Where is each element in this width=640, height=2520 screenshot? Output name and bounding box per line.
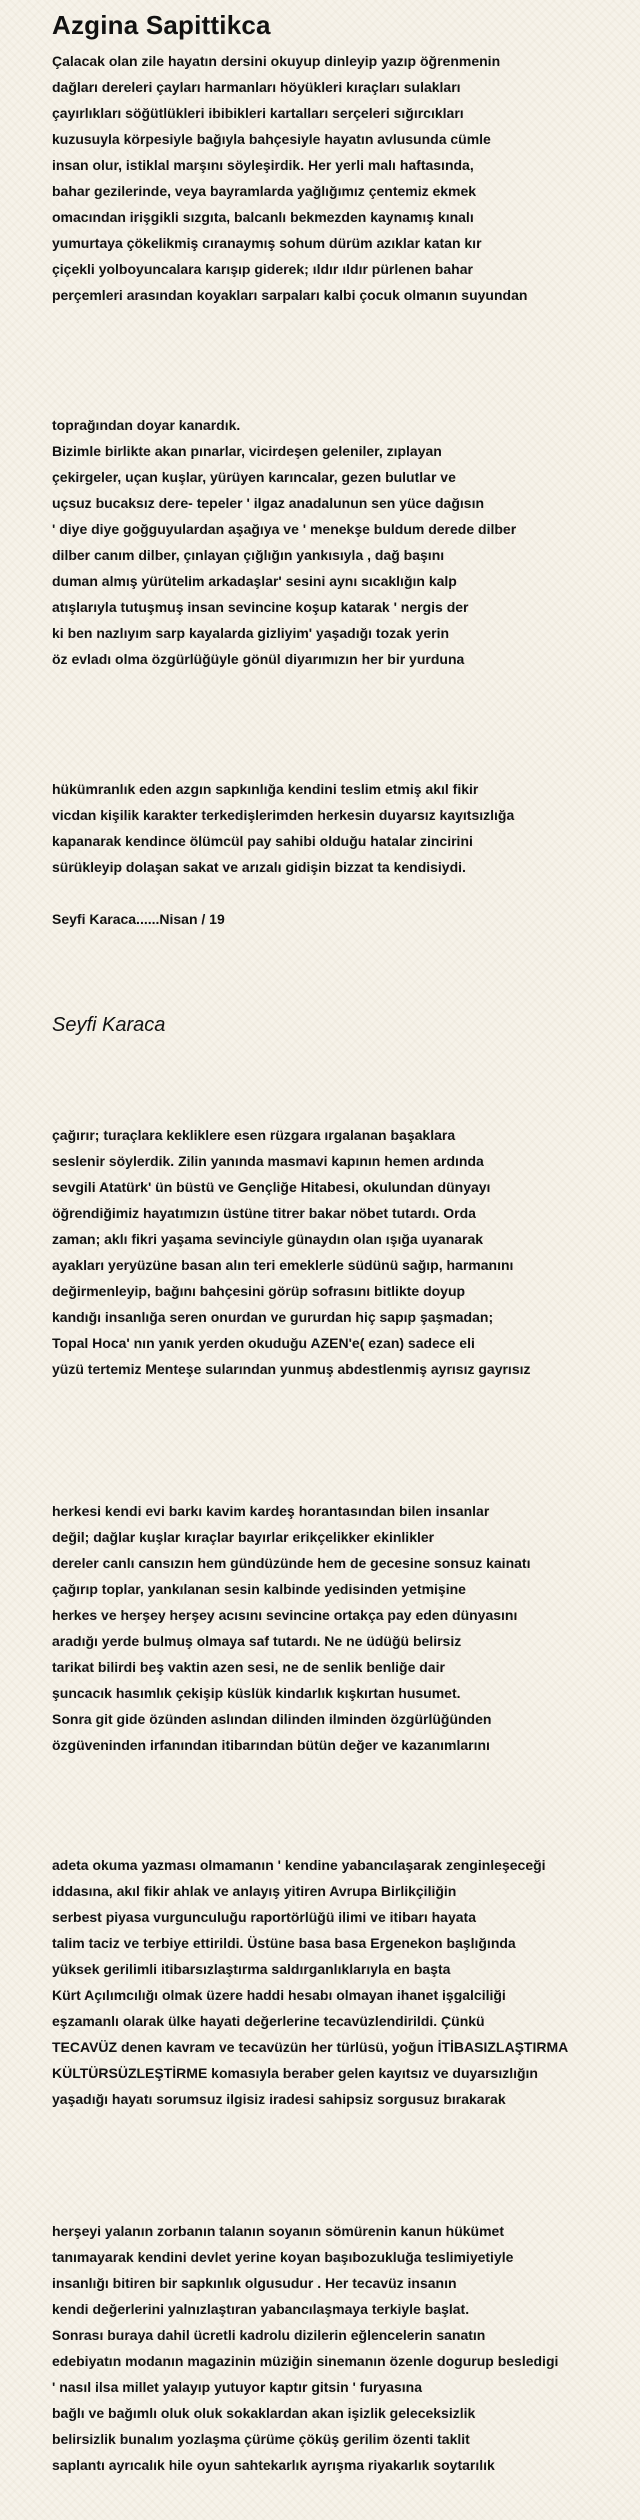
paragraph-line: Topal Hoca' nın yanık yerden okuduğu AZEN'e( ezan) sadece eli [52,1335,475,1351]
paragraph-line: ' diye diye goğguyulardan aşağıya ve ' menekşe buldum derede dilber [52,521,517,537]
paragraph-line: bahar gezilerinde, veya bayramlarda yağlığımız çentemiz ekmek [52,183,477,199]
paragraph-line: Çalacak olan zile hayatın dersini okuyup dinleyip yazıp öğrenmenin [52,53,501,69]
paragraph-line: insan olur, istiklal marşını söyleşirdik. Her yerli malı haftasında, [52,157,474,173]
paragraph-line: çağırıp toplar, yankılanan sesin kalbinde yedisinden yetmişine [52,1581,466,1597]
paragraph-line: uçsuz bucaksız dere- tepeler ' ilgaz anadalunun sen yüce dağısın [52,495,485,511]
paragraph-line: yaşadığı hayatı sorumsuz ilgisiz iradesi sahipsiz sorgusuz bırakarak [52,2091,506,2107]
paragraph-line: ' nasıl ilsa millet yalayıp yutuyor kaptır gitsin ' furyasına [52,2379,423,2395]
paragraph-line [52,880,514,906]
author-signature: Seyfi Karaca [52,1014,166,1036]
paragraph-line: sevgili Atatürk' ün büstü ve Gençliğe Hitabesi, okulundan dünyayı [52,1179,491,1195]
paragraph-line: Seyfi Karaca......Nisan / 19 [52,911,225,927]
paragraph-line: KÜLTÜRSÜZLEŞTİRME komasıyla beraber gelen kayıtsız ve duyarsızlığın [52,2065,538,2081]
paragraph-line: eşzamanlı olarak ülke hayati değerlerine tecavüzlendirildi. Çünkü [52,2013,485,2029]
paragraph-line: değil; dağlar kuşlar kıraçlar bayırlar erikçelikker ekinlikler [52,1529,435,1545]
paragraph-line: yüksek gerilimli itibarsızlaştırma saldırganlıklarıyla en başta [52,1961,451,1977]
paragraph-line: insanlığı bitiren bir sapkınlık olgusudur . Her tecavüz insanın [52,2275,457,2291]
paragraph-line: saplantı ayrıcalık hile oyun sahtekarlık ayrışma riyakarlık soytarılık [52,2457,495,2473]
paragraph-line: çiçekli yolboyuncalara karışıp giderek; ıldır ıldır pürlenen bahar [52,261,473,277]
paragraph-line: değirmenleyip, bağını bahçesini görüp sofrasını bitlikte doyup [52,1283,466,1299]
paragraph-line: çayırlıkları söğütlükleri ibibikleri kartalları serçeleri sığırcıkları [52,105,464,121]
paragraph-line: duman almış yürütelim arkadaşlar' sesini aynı sıcaklığın kalp [52,573,457,589]
paragraph-line: yumurtaya çökelikmiş cıranaymış sohum dürüm azıklar katan kır [52,235,482,251]
paragraph-line: serbest piyasa vurgunculuğu raportörlüğü ilimi ve itibarı hayata [52,1909,476,1925]
paragraph-line: Sonrası buraya dahil ücretli kadrolu dizilerin eğlencelerin sanatın [52,2327,486,2343]
paragraph-line: adeta okuma yazması olmamanın ' kendine yabancılaşarak zenginleşeceği [52,1857,546,1873]
text-block [52,1852,568,2112]
paragraph-line: omacından irişgikli sızgıta, balcanlı bekmezden kaynamış kınalı [52,209,474,225]
paragraph-line: aradığı yerde bulmuş olmaya saf tutardı. Ne ne üdüğü belirsiz [52,1633,462,1649]
paragraph-line: talim taciz ve terbiye ettirildi. Üstüne basa basa Ergenekon başlığında [52,1935,516,1951]
paragraph-line: edebiyatın modanın magazinin müziğin sinemanın özenle dogurup besledigi [52,2353,559,2369]
paragraph-line: Bizimle birlikte akan pınarlar, vicirdeşen geleniler, zıplayan [52,443,442,459]
paragraph-line: ayakları yeryüzüne basan alın teri emeklerle südünü sağıp, harmanını [52,1257,514,1273]
paragraph-line: herkesi kendi evi barkı kavim kardeş horantasından bilen insanlar [52,1503,490,1519]
paragraph-line: seslenir söylerdik. Zilin yanında masmavi kapının hemen ardında [52,1153,484,1169]
paragraph-line: öğrendiğimiz hayatımızın üstüne titrer bakar nöbet tutardı. Orda [52,1205,476,1221]
paragraph-line: perçemleri arasından koyakları sarpaları kalbi çocuk olmanın suyundan [52,287,528,303]
paragraph-line: iddasına, akıl fikir ahlak ve anlayış yitiren Avrupa Birlikçiliğin [52,1883,457,1899]
paragraph-line: atışlarıyla tutuşmuş insan sevincine koşup katarak ' nergis der [52,599,469,615]
paragraph-line: şuncacık hasımlık çekişip küslük kindarlık kışkırtan husumet. [52,1685,461,1701]
paragraph-line: toprağından doyar kanardık. [52,417,241,433]
paragraph-line: dilber canım dilber, çınlayan çığlığın yankısıyla , dağ başını [52,547,445,563]
paragraph-line: hükümranlık eden azgın sapkınlığa kendini teslim etmiş akıl fikir [52,781,479,797]
text-block [52,776,514,932]
text-block [52,48,527,308]
paragraph-line: kandığı insanlığa seren onurdan ve gururdan hiç sapıp şaşmadan; [52,1309,494,1325]
paragraph-line: yüzü tertemiz Menteşe sularından yunmuş abdestlenmiş ayrısız gayrısız [52,1361,531,1377]
paragraph-line: çekirgeler, uçan kuşlar, yürüyen karıncalar, gezen bulutlar ve [52,469,456,485]
paragraph-line: vicdan kişilik karakter terkedişlerimden herkesin duyarsız kayıtsızlığa [52,807,515,823]
paragraph-line: dağları dereleri çayları harmanları höyükleri kıraçları sulakları [52,79,461,95]
paragraph-line: dereler canlı cansızın hem gündüzünde hem de gecesine sonsuz kainatı [52,1555,531,1571]
paragraph-line: ki ben nazlıyım sarp kayalarda gizliyim' yaşadığı tozak yerin [52,625,450,641]
paragraph-line: Sonra git gide özünden aslından dilinden ilminden özgürlüğünden [52,1711,492,1727]
paragraph-line: kapanarak kendince ölümcül pay sahibi olduğu hatalar zincirini [52,833,473,849]
paragraph-line: bağlı ve bağımlı oluk oluk sokaklardan akan işizlik geleceksizlik [52,2405,476,2421]
paragraph-line: sürükleyip dolaşan sakat ve arızalı gidişin bizzat ta kendisiydi. [52,859,466,875]
text-block [52,412,516,672]
paragraph-line: tanımayarak kendini devlet yerine koyan başıbozukluğa teslimiyetiyle [52,2249,514,2265]
paragraph-line: tarikat bilirdi beş vaktin azen sesi, ne de senlik benliğe dair [52,1659,445,1675]
paragraph-line: herkes ve herşey herşey acısını sevincine ortakça pay eden dünyasını [52,1607,518,1623]
text-block [52,1122,531,1382]
paragraph-line: kendi değerlerini yalnızlaştıran yabancılaşmaya terkiyle başlat. [52,2301,470,2317]
paragraph-line: zaman; aklı fikri yaşama sevinciyle günaydın olan ışığa uyanarak [52,1231,484,1247]
text-block [52,1498,530,1758]
paragraph-line: özgüveninden irfanından itibarından bütün değer ve kazanımlarını [52,1737,490,1753]
page-title: Azgina Sapittikca [52,10,271,40]
paragraph-line: kuzusuyla körpesiyle bağıyla bahçesiyle hayatın avlusunda cümle [52,131,491,147]
paragraph-line: çağırır; turaçlara kekliklere esen rüzgara ırgalanan başaklara [52,1127,456,1143]
text-block [52,2218,558,2478]
paragraph-line: TECAVÜZ denen kavram ve tecavüzün her türlüsü, yoğun İTİBASIZLAŞTIRMA [52,2039,569,2055]
paragraph-line: herşeyi yalanın zorbanın talanın soyanın sömürenin kanun hükümet [52,2223,504,2239]
paragraph-line: öz evladı olma özgürlüğüyle gönül diyarımızın her bir yurduna [52,651,465,667]
paragraph-line: belirsizlik bunalım yozlaşma çürüme çöküş gerilim özenti taklit [52,2431,470,2447]
paragraph-line: Kürt Açılımcılığı olmak üzere haddi hesabı olmayan ihanet işgalciliği [52,1987,506,2003]
